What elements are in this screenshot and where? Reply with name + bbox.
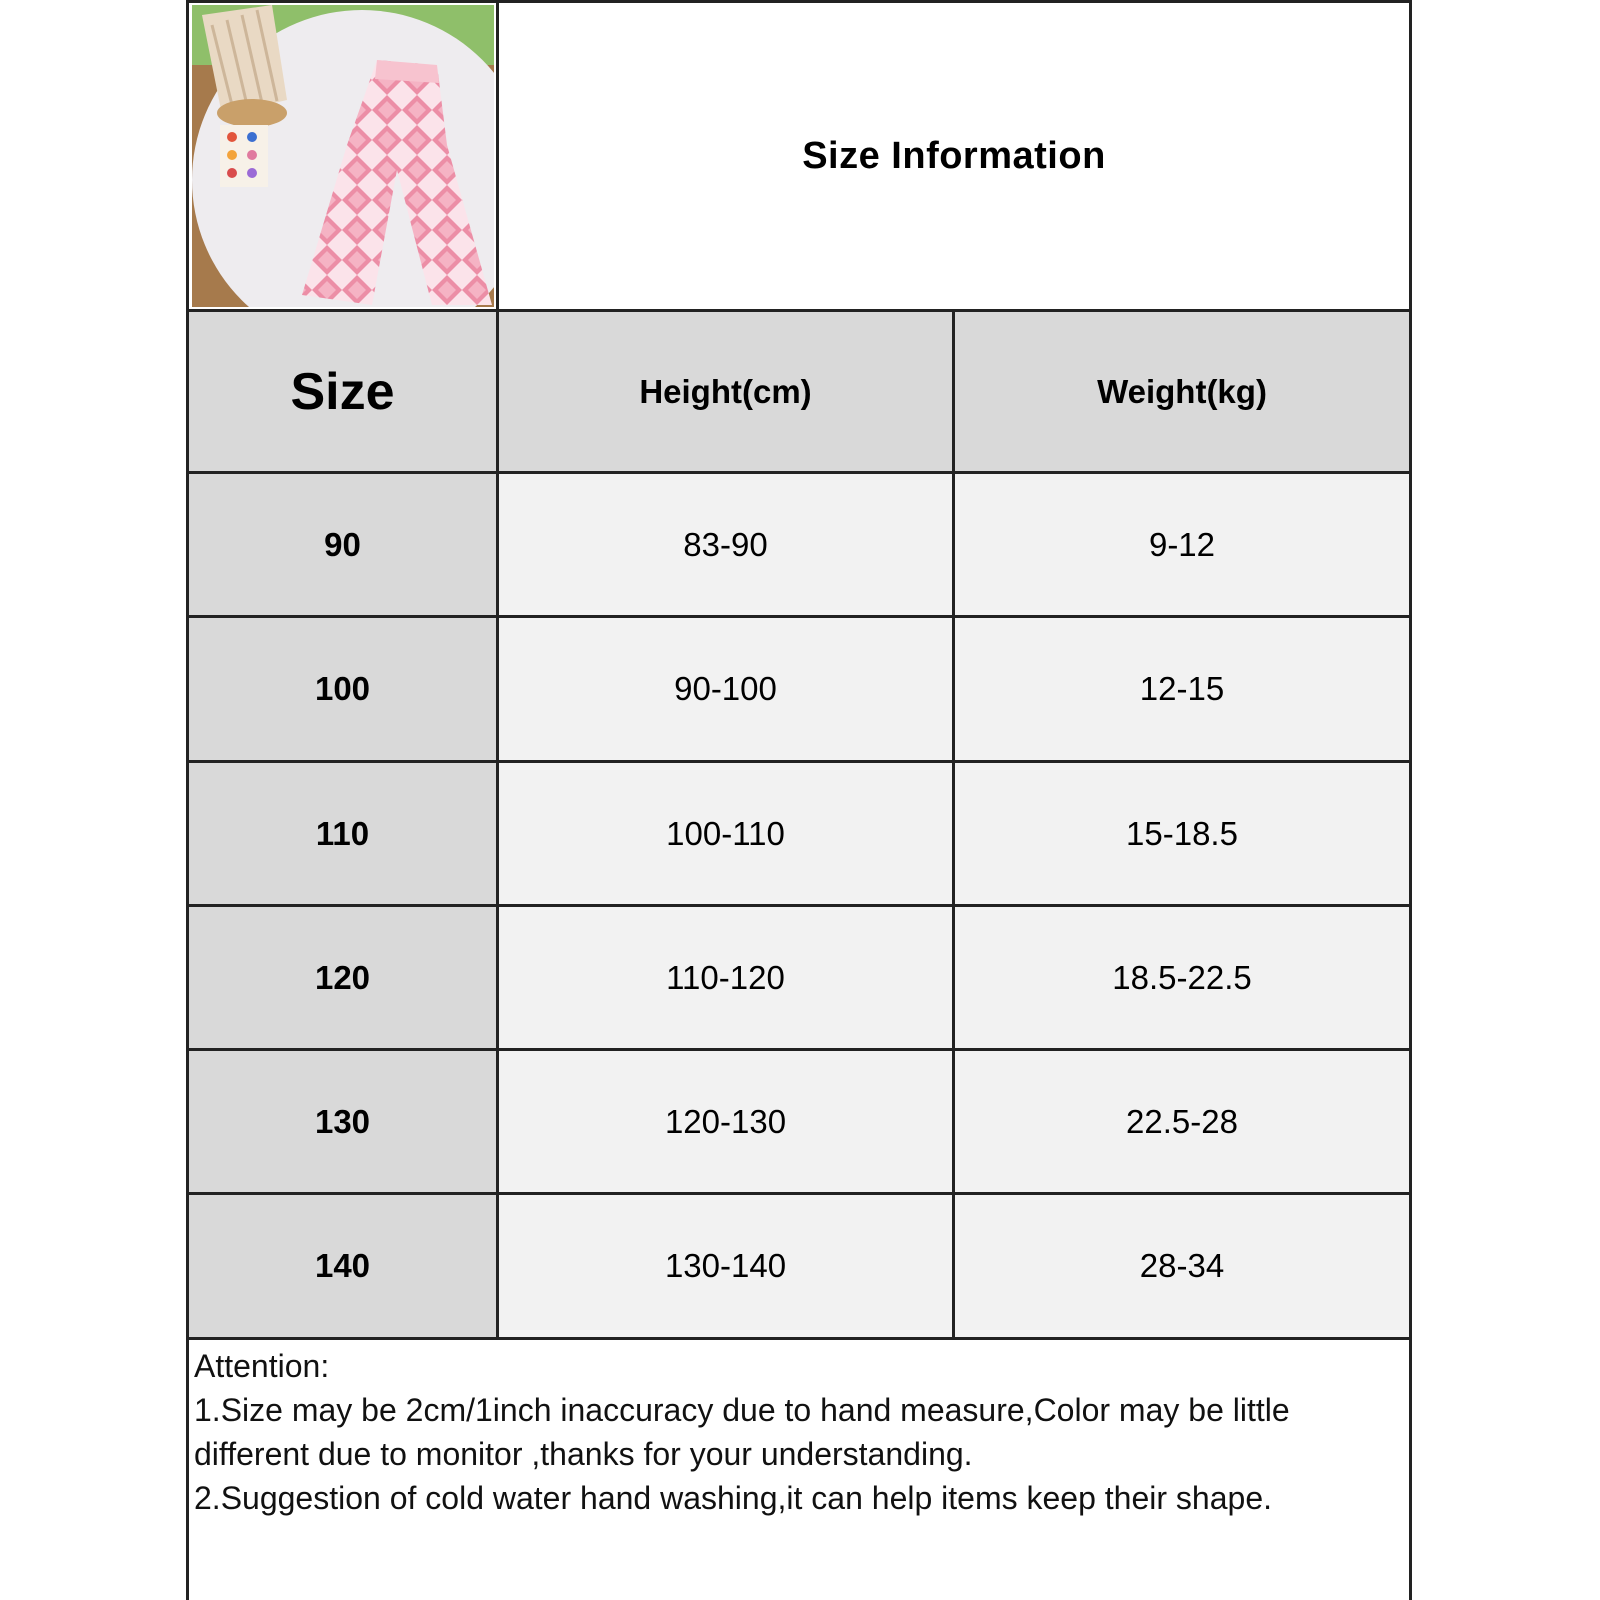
weight-cell: 28-34 xyxy=(955,1195,1409,1337)
size-column-header: Size xyxy=(189,312,496,471)
page-title: Size Information xyxy=(802,134,1106,177)
weight-cell: 18.5-22.5 xyxy=(955,907,1409,1048)
table-row xyxy=(189,763,496,904)
size-cell: 100 xyxy=(314,670,371,707)
grid-line xyxy=(186,1337,1412,1340)
size-cell: 140 xyxy=(314,1247,371,1284)
attention-notes xyxy=(194,1344,1394,1520)
table-row xyxy=(189,618,496,760)
table-row xyxy=(189,1195,496,1337)
attention-line: 1.Size may be 2cm/1inch inaccuracy due to hand measure,Color may be little xyxy=(194,1392,1290,1428)
attention-line: different due to monitor ,thanks for your understanding. xyxy=(194,1436,973,1472)
size-cell: 120 xyxy=(314,958,371,996)
attention-heading: Attention: xyxy=(194,1348,330,1384)
height-column-header: Height(cm) xyxy=(499,312,952,471)
height-cell: 120-130 xyxy=(499,1051,952,1192)
weight-cell: 15-18.5 xyxy=(955,763,1409,904)
table-row xyxy=(189,907,496,1048)
size-cell: 110 xyxy=(315,814,370,852)
attention-line: 2.Suggestion of cold water hand washing,it can help items keep their shape. xyxy=(194,1480,1272,1516)
size-cell: 130 xyxy=(314,1102,371,1140)
height-cell: 90-100 xyxy=(499,618,952,760)
height-cell: 130-140 xyxy=(499,1195,952,1337)
height-cell: 100-110 xyxy=(499,763,952,904)
height-cell: 83-90 xyxy=(499,474,952,615)
product-photo xyxy=(192,5,494,307)
weight-column-header: Weight(kg) xyxy=(955,312,1409,471)
table-row xyxy=(189,474,496,615)
height-cell: 110-120 xyxy=(499,907,952,1048)
size-cell: 90 xyxy=(324,525,361,563)
weight-cell: 12-15 xyxy=(955,618,1409,760)
weight-cell: 22.5-28 xyxy=(955,1051,1409,1192)
table-row xyxy=(189,1051,496,1192)
weight-cell: 9-12 xyxy=(955,474,1409,615)
